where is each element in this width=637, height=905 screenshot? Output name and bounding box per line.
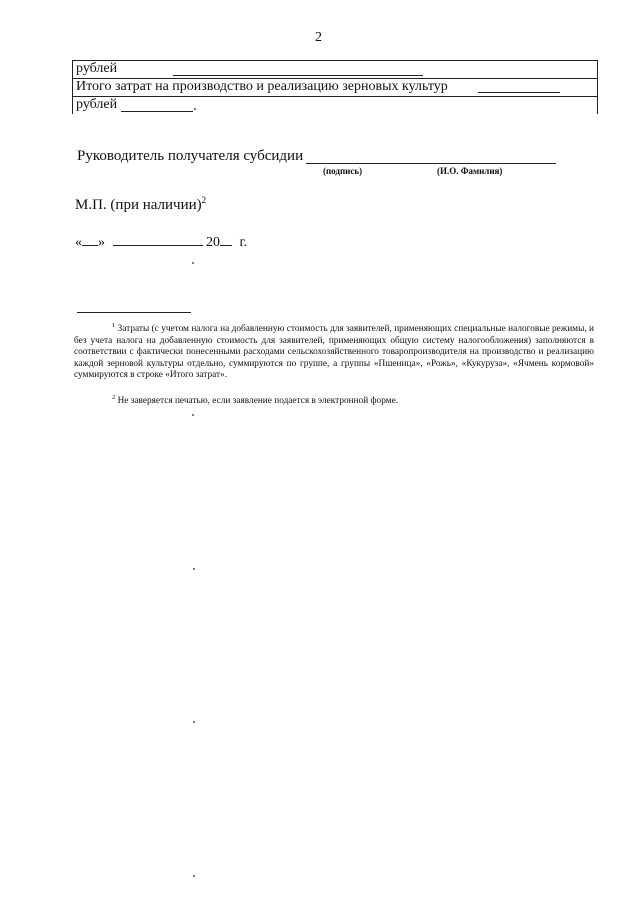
footnote-2-ref: 2: [112, 394, 116, 401]
scan-speck: [194, 108, 196, 110]
page-number: 2: [315, 30, 322, 45]
year-prefix: 20: [206, 235, 220, 250]
day-line: [82, 233, 98, 246]
table-divider-2: [73, 96, 597, 97]
table-row-rubles-1: рублей: [76, 61, 118, 76]
scan-speck: [193, 875, 195, 877]
date-row: [75, 233, 247, 251]
date-open-quote: «: [75, 235, 82, 250]
table-row-rubles-2-line: [121, 111, 193, 112]
signature-line: [306, 163, 556, 164]
table-row-total-line: [478, 92, 560, 93]
scan-speck: [192, 414, 194, 416]
scan-speck: [193, 568, 195, 570]
signature-caption: (подпись): [323, 166, 363, 176]
table-row-rubles-1-line: [173, 75, 423, 76]
head-signature-label: Руководитель получателя субсидии: [77, 148, 304, 164]
footnote-2: [74, 392, 594, 408]
name-caption: (И.О. Фамилия): [437, 166, 503, 176]
costs-table: [72, 60, 598, 114]
year-line: [220, 233, 232, 246]
footnote-2-text: Не заверяется печатью, если заявление подается в электронной форме.: [117, 396, 399, 407]
stamp-footnote-ref: 2: [201, 195, 207, 205]
footnote-separator: [77, 312, 191, 313]
year-suffix: г.: [239, 235, 248, 250]
footnote-1-ref: 1: [112, 322, 116, 329]
table-row-total-label: Итого затрат на производство и реализацию зерновых культур: [76, 79, 448, 94]
scan-speck: [192, 262, 194, 264]
footnote-1-text: Затраты (с учетом налога на добавленную стоимость для заявителей, применяющих специальные налоговые режимы, и без учета налога на добавленную стоимость для заявителей, применяющих общую систему налогообложения) заполняются в соответствии с фактически понесенными расходами сельскохозяйственного товаропроизводителя на производство и реализацию каждой зерновой культуры отдельно, суммируются по группе, а группы «Пшеница», «Рожь», «Кукуруза», «Ячмень кормовой» суммируются в строке «Итого затрат».: [74, 324, 595, 381]
scan-speck: [193, 721, 195, 723]
table-border-top: [73, 60, 597, 61]
stamp-label: [75, 195, 206, 214]
stamp-label-text: М.П. (при наличии): [75, 197, 202, 213]
date-close-quote: »: [98, 235, 105, 250]
month-line: [113, 233, 203, 246]
footnote-1: [74, 320, 594, 382]
table-row-rubles-2: рублей: [76, 97, 118, 112]
